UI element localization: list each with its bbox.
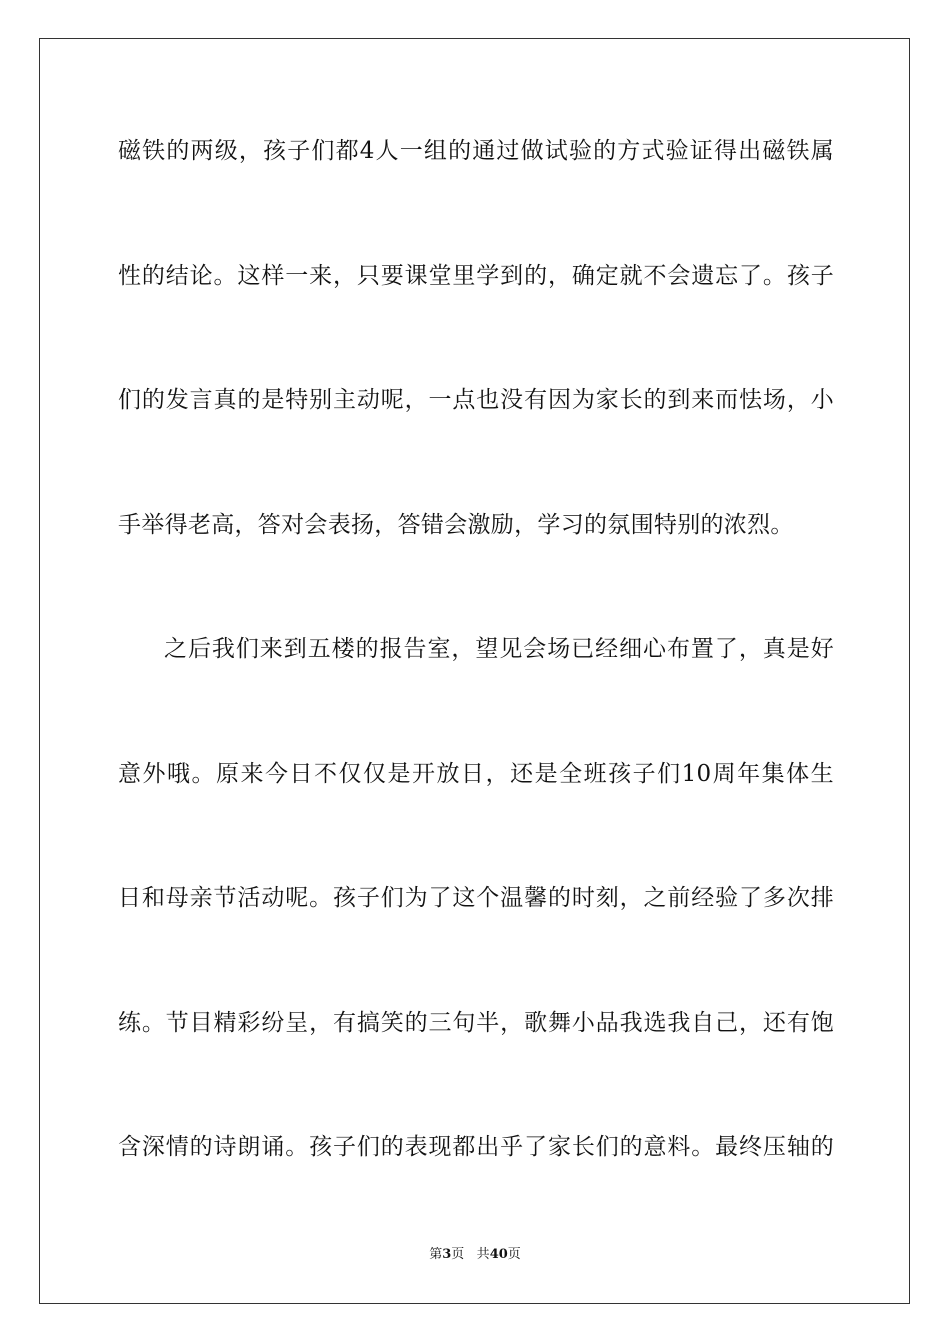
body-text-line-8: 练。节目精彩纷呈，有搞笑的三句半，歌舞小品我选我自己，还有饱 — [118, 1010, 834, 1036]
total-page-count: 40 — [489, 1247, 508, 1262]
body-text-line-2: 性的结论。这样一来，只要课堂里学到的，确定就不会遗忘了。孩子 — [118, 263, 834, 289]
body-text-line-9: 含深情的诗朗诵。孩子们的表现都出乎了家长们的意料。最终压轴的 — [118, 1134, 834, 1160]
page-border — [39, 38, 910, 1304]
body-text-line-7: 日和母亲节活动呢。孩子们为了这个温馨的时刻，之前经验了多次排 — [118, 885, 834, 911]
body-text-line-4: 手举得老高，答对会表扬，答错会激励，学习的氛围特别的浓烈。 — [118, 512, 794, 538]
body-text-line-1: 磁铁的两级，孩子们都4人一组的通过做试验的方式验证得出磁铁属 — [118, 138, 834, 164]
body-text-line-3: 们的发言真的是特别主动呢，一点也没有因为家长的到来而怯场，小 — [118, 387, 834, 413]
body-text-line-6: 意外哦。原来今日不仅仅是开放日，还是全班孩子们10周年集体生 — [118, 761, 834, 787]
page-footer — [0, 1247, 950, 1263]
current-page-number: 3 — [442, 1247, 452, 1262]
paragraph-start-line: 之后我们来到五楼的报告室，望见会场已经细心布置了，真是好 — [164, 636, 834, 662]
page-label-prefix: 第 — [429, 1247, 443, 1262]
total-label-suffix: 页 — [507, 1247, 521, 1262]
page-label-suffix: 页 — [451, 1247, 465, 1262]
total-label-prefix: 共 — [476, 1247, 490, 1262]
